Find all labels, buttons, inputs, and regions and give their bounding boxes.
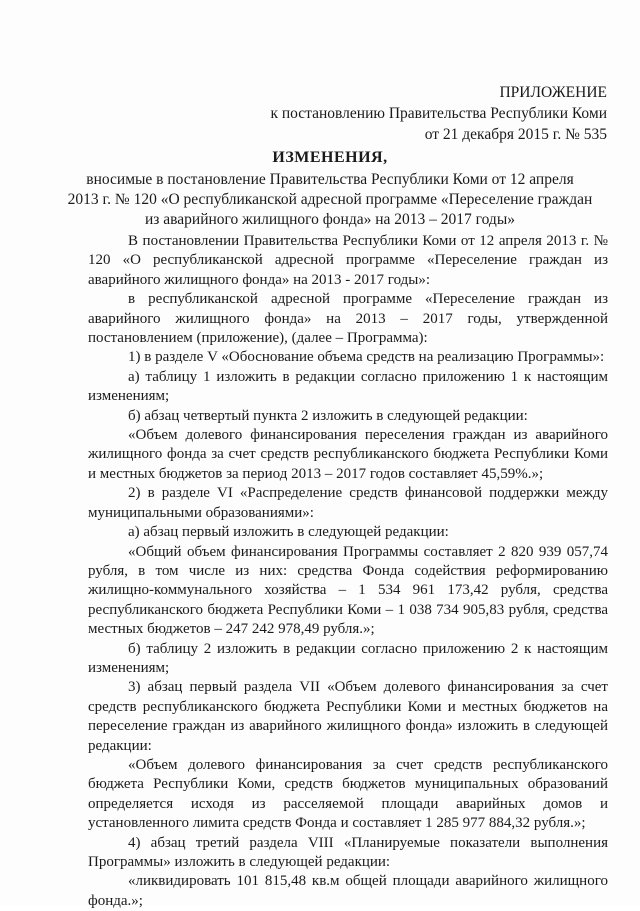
paragraph: а) таблицу 1 изложить в редакции согласно приложению 1 к настоящим изменениям; (88, 368, 608, 405)
paragraph: В постановлении Правительства Республики Коми от 12 апреля 2013 г. № 120 «О республиканской адресной программе «Переселение граждан из аварийного жилищного фонда» на 2013 - 2017 годы»: (88, 233, 608, 288)
paragraph: 1) в разделе V «Обоснование объема средств на реализацию Программы»: (128, 349, 605, 366)
paragraph: а) абзац первый изложить в следующей редакции: (128, 524, 449, 541)
paragraph: «Общий объем финансирования Программы составляет 2 820 939 057,74 рубля, в том числе из них: средства Фонда содействия реформированию жилищно-коммунального хозяйства – 1 534 961 173,42 рубля, средства республиканского бюджета Республики Коми – 1 038 734 905,83 рубля, средства местных бюджетов – 247 242 978,49 рубля.»; (88, 543, 608, 638)
title-subline-1: вносимые в постановление Правительства Республики Коми от 12 апреля (86, 171, 574, 188)
paragraph: 4) абзац третий раздела VIII «Планируемые показатели выполнения Программы» изложить в следующей редакции: (88, 834, 608, 870)
appendix-block (270, 82, 607, 145)
title-subline-2: 2013 г. № 120 «О республиканской адресной программе «Переселение граждан (67, 191, 593, 208)
paragraph: б) таблицу 2 изложить в редакции согласно приложению 2 к настоящим изменениям; (88, 640, 608, 676)
appendix-label: ПРИЛОЖЕНИЕ (499, 84, 607, 101)
appendix-date: от 21 декабря 2015 г. № 535 (424, 126, 607, 143)
paragraph: «Объем долевого финансирования за счет средств республиканского бюджета Республики Коми, средств бюджетов муниципальных образований определяется исходя из расселяемой площади аварийных домов и установленного лимита средств Фонда и составляет 1 285 977 884,32 рубля.»; (88, 756, 608, 832)
document-title: ИЗМЕНЕНИЯ, (272, 149, 388, 166)
paragraph: б) абзац четвертый пункта 2 изложить в следующей редакции: (128, 407, 528, 424)
paragraph: 3) абзац первый раздела VII «Объем долевого финансирования за счет средств республиканского бюджета Республики Коми и местных бюджетов на переселение граждан из аварийного жилищного фонда» изложить в следующей редакции: (88, 679, 608, 754)
appendix-reference: к постановлению Правительства Республики Коми (270, 105, 607, 122)
title-block (60, 148, 600, 230)
document-body (88, 232, 608, 911)
paragraph: «Объем долевого финансирования переселения граждан из аварийного жилищного фонда за счет средств республиканского бюджета Республики Коми и местных бюджетов за период 2013 – 2017 годов составляет 45,59%.»; (88, 427, 608, 482)
title-subline-3: из аварийного жилищного фонда» на 2013 – 2017 годы» (145, 211, 515, 228)
paragraph: 2) в разделе VI «Распределение средств финансовой поддержки между муниципальными образованиями»: (88, 485, 608, 521)
paragraph: «ликвидировать 101 815,48 кв.м общей площади аварийного жилищного фонда.»; (88, 873, 608, 909)
paragraph: в республиканской адресной программе «Переселение граждан из аварийного жилищного фонда» на 2013 – 2017 годы, утвержденной постановлением (приложение), (далее – Программа): (88, 291, 608, 347)
